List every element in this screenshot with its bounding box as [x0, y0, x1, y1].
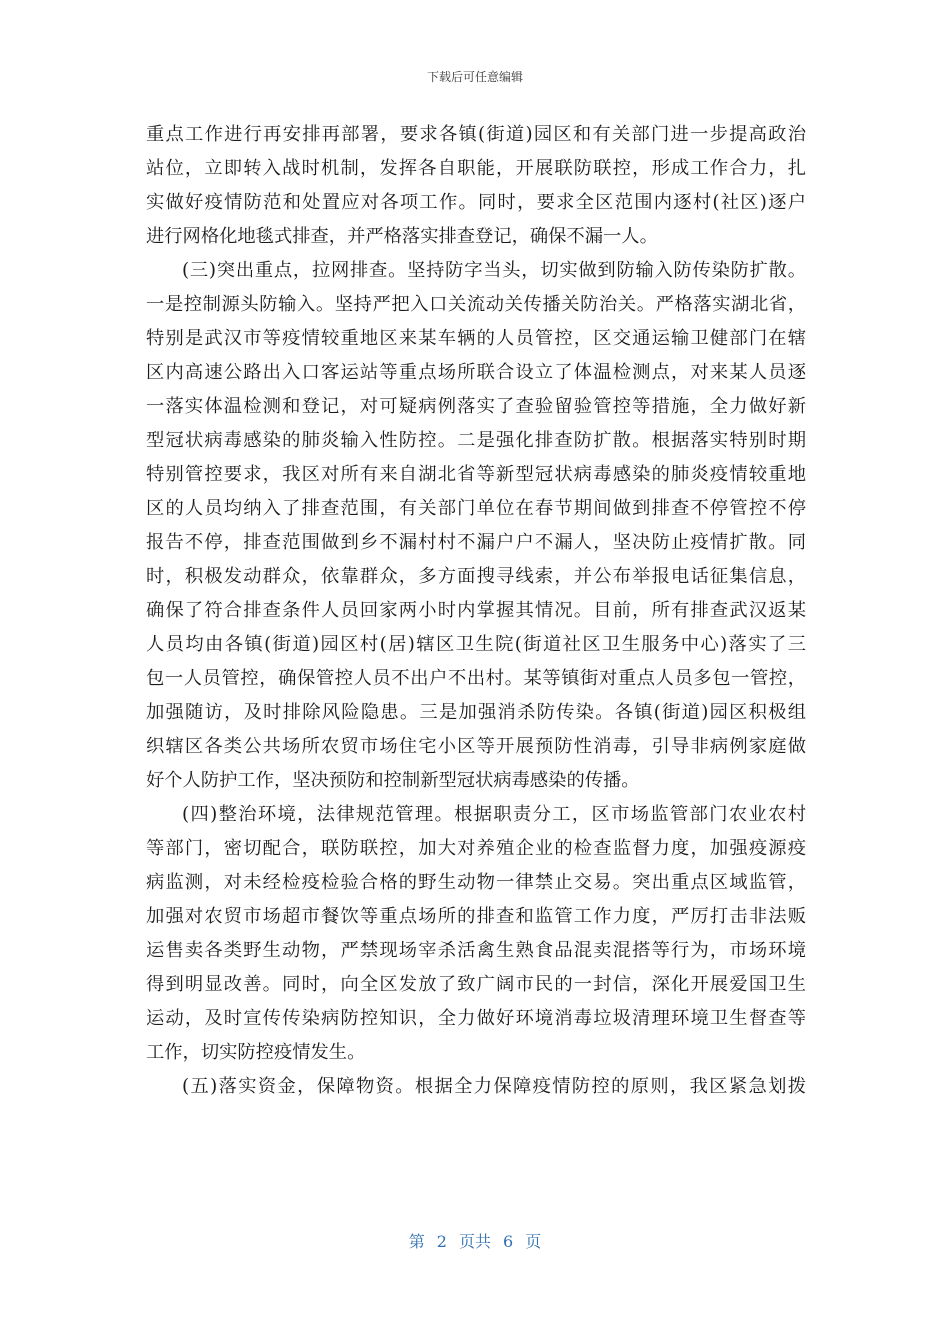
paragraph-continuation: [146, 118, 806, 254]
text-line: (五)落实资金，保障物资。根据全力保障疫情防控的原则，我区紧急划拨: [182, 1076, 806, 1097]
text-line: 加强随访，及时排除风险隐患。三是加强消杀防传染。各镇(街道)园区积极组: [146, 702, 806, 723]
page-header: 下载后可任意编辑: [426, 70, 523, 84]
text-line: (三)突出重点，拉网排查。坚持防字当头，切实做到防输入防传染防扩散。: [182, 260, 806, 281]
text-line: 得到明显改善。同时，向全区发放了致广阔市民的一封信，深化开展爱国卫生: [146, 974, 806, 995]
text-line: 特别是武汉市等疫情较重地区来某车辆的人员管控，区交通运输卫健部门在辖: [146, 328, 806, 349]
paragraph-section-4: [146, 798, 806, 1070]
text-line: 加强对农贸市场超市餐饮等重点场所的排查和监管工作力度，严厉打击非法贩: [146, 906, 806, 927]
page-label-suffix: 页: [525, 1232, 542, 1251]
text-line: 型冠状病毒感染的肺炎输入性防控。二是强化排查防扩散。根据落实特别时期: [146, 430, 806, 451]
text-line: 区的人员均纳入了排查范围，有关部门单位在春节期间做到排查不停管控不停: [146, 498, 806, 519]
text-line: 织辖区各类公共场所农贸市场住宅小区等开展预防性消毒，引导非病例家庭做: [146, 736, 806, 757]
text-line: 区内高速公路出入口客运站等重点场所联合设立了体温检测点，对来某人员逐: [146, 362, 806, 383]
paragraph-section-5: [146, 1070, 806, 1104]
total-pages-number: 6: [503, 1232, 514, 1251]
page-label-prefix: 第: [408, 1232, 425, 1251]
page-label-middle: 页共: [458, 1232, 491, 1251]
text-line: 特别管控要求，我区对所有来自湖北省等新型冠状病毒感染的肺炎疫情较重地: [146, 464, 806, 485]
text-line: 工作，切实防控疫情发生。: [146, 1042, 366, 1063]
text-line: 重点工作进行再安排再部署，要求各镇(街道)园区和有关部门进一步提高政治: [146, 124, 806, 145]
document-body: [146, 118, 806, 1104]
text-line: 包一人员管控，确保管控人员不出户不出村。某等镇街对重点人员多包一管控，: [146, 668, 806, 689]
text-line: 等部门，密切配合，联防联控，加大对养殖企业的检查监督力度，加强疫源疫: [146, 838, 806, 859]
current-page-number: 2: [436, 1232, 447, 1251]
text-line: 人员均由各镇(街道)园区村(居)辖区卫生院(街道社区卫生服务中心)落实了三: [146, 634, 806, 655]
text-line: 实做好疫情防范和处置应对各项工作。同时，要求全区范围内逐村(社区)逐户: [146, 192, 806, 213]
paragraph-section-3: [146, 254, 806, 798]
text-line: 病监测，对未经检疫检验合格的野生动物一律禁止交易。突出重点区域监管，: [146, 872, 806, 893]
text-line: 好个人防护工作，坚决预防和控制新型冠状病毒感染的传播。: [146, 770, 640, 791]
page-number-footer: [0, 1229, 950, 1252]
text-line: 运动，及时宣传传染病防控知识，全力做好环境消毒垃圾清理环境卫生督查等: [146, 1008, 806, 1029]
text-line: 一是控制源头防输入。坚持严把入口关流动关传播关防治关。严格落实湖北省，: [146, 294, 806, 315]
text-line: 进行网格化地毯式排查，并严格落实排查登记，确保不漏一人。: [146, 226, 658, 247]
text-line: 时，积极发动群众，依靠群众，多方面搜寻线索，并公布举报电话征集信息，: [146, 566, 806, 587]
text-line: 一落实体温检测和登记，对可疑病例落实了查验留验管控等措施，全力做好新: [146, 396, 806, 417]
text-line: 运售卖各类野生动物，严禁现场宰杀活禽生熟食品混卖混搭等行为，市场环境: [146, 940, 806, 961]
text-line: 确保了符合排查条件人员回家两小时内掌握其情况。目前，所有排查武汉返某: [146, 600, 806, 621]
text-line: 站位，立即转入战时机制，发挥各自职能，开展联防联控，形成工作合力，扎: [146, 158, 806, 179]
text-line: (四)整治环境，法律规范管理。根据职责分工，区市场监管部门农业农村: [182, 804, 806, 825]
text-line: 报告不停，排查范围做到乡不漏村村不漏户户不漏人，坚决防止疫情扩散。同: [146, 532, 806, 553]
